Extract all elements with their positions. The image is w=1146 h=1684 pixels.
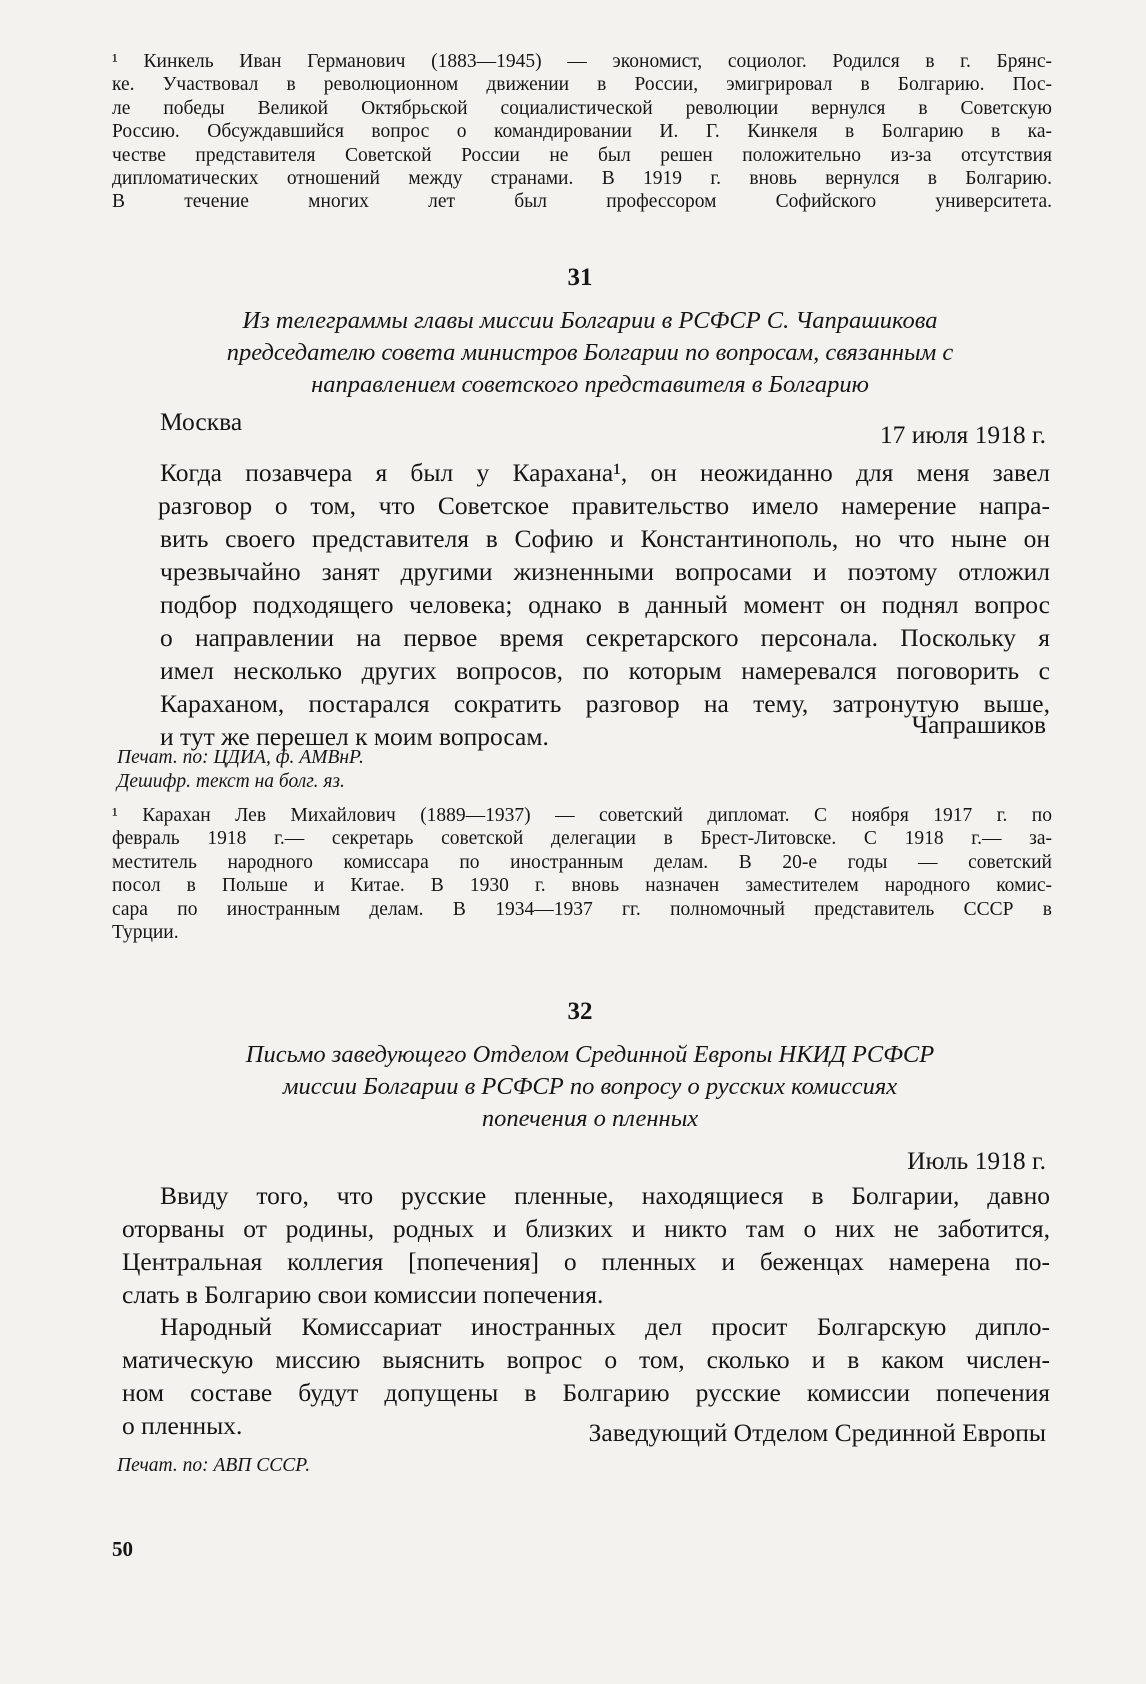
document-31-body	[160, 456, 1050, 753]
title-line: председателю совета министров Болгарии по вопросам, связанным с	[226, 339, 954, 366]
body-line: Караханом, постарался сократить разговор на тему, затронутую выше,	[160, 689, 1050, 718]
title-line: попечения о пленных	[481, 1105, 699, 1132]
footnote-line: дипломатических отношений между странами. В 1919 г. вновь вернулся в Болгарию.	[112, 168, 1052, 190]
footnote-line: В течение многих лет был профессором Софийского университета.	[112, 191, 1052, 213]
body-line: Центральная коллегия [попечения] о пленных и беженцах намерена по-	[122, 1247, 1050, 1276]
footnote-line: меститель народного комиссара по иностранным делам. В 20-е годы — советский	[112, 851, 1052, 873]
document-32-signature: Заведующий Отделом Срединной Европы	[588, 1418, 1046, 1447]
footnote-line: сара по иностранным делам. В 1934—1937 гг. полномочный представитель СССР в	[112, 898, 1052, 920]
footnote-line: февраль 1918 г.— секретарь советской делегации в Брест-Литовске. С 1918 г.— за-	[112, 828, 1052, 850]
footnote-line: посол в Польше и Китае. В 1930 г. вновь назначен заместителем народного комис-	[112, 875, 1052, 897]
document-32-source: Печат. по: АВП СССР.	[117, 1455, 311, 1476]
body-line: о направлении на первое время секретарского персонала. Поскольку я	[160, 623, 1050, 652]
body-line: о пленных.	[122, 1411, 243, 1440]
source-line: Дешифр. текст на болг. яз.	[117, 771, 345, 792]
document-number-32: 32	[567, 998, 593, 1025]
source-line: Печат. по: ЦДИА, ф. АМВнР.	[117, 747, 364, 768]
title-line: направлением советского представителя в Болгарию	[311, 371, 869, 398]
document-32-paragraph-1	[122, 1179, 1050, 1311]
title-line: Письмо заведующего Отделом Срединной Европы НКИД РСФСР	[245, 1041, 935, 1068]
footnote-line: честве представителя Советской России не был решен положительно из-за отсутствия	[112, 144, 1052, 166]
body-line: слать в Болгарию свои комиссии попечения.	[122, 1280, 604, 1309]
body-line: разговор о том, что Советское правительство имело намерение напра-	[158, 491, 1050, 520]
footnote-line: ке. Участвовал в революционном движении в России, эмигрировал в Болгарию. Пос-	[112, 74, 1052, 96]
body-line: имел несколько других вопросов, по которым намеревался поговорить с	[160, 656, 1050, 685]
body-line: и тут же перешел к моим вопросам.	[160, 722, 549, 751]
title-line: Из телеграммы главы миссии Болгарии в РСФСР С. Чапрашикова	[242, 307, 938, 334]
document-32-date: Июль 1918 г.	[907, 1146, 1046, 1175]
body-line: Когда позавчера я был у Карахана¹, он неожиданно для меня завел	[160, 458, 1050, 487]
page-number: 50	[112, 1537, 133, 1561]
body-line: оторваны от родины, родных и близких и никто там о них не заботится,	[122, 1214, 1050, 1243]
body-line: ном составе будут допущены в Болгарию русские комиссии попечения	[122, 1378, 1050, 1407]
document-31-date: 17 июля 1918 г.	[879, 420, 1046, 449]
document-31-source	[117, 746, 364, 794]
footnote-line: Турции.	[112, 922, 179, 944]
footnote-line: ле победы Великой Октябрьской социалистической революции вернулся в Советскую	[112, 97, 1052, 119]
footnote-line: ¹ Кинкель Иван Германович (1883—1945) — экономист, социолог. Родился в г. Брянс-	[112, 51, 1052, 72]
title-line: миссии Болгарии в РСФСР по вопросу о русских комиссиях	[282, 1073, 898, 1100]
top-footnote	[112, 50, 1052, 214]
document-number-31: 31	[567, 264, 593, 291]
document-32-title	[150, 1039, 1030, 1135]
footnote-line: Россию. Обсуждавшийся вопрос о командировании И. Г. Кинкеля в Болгарию в ка-	[112, 121, 1052, 143]
body-line: матическую миссию выяснить вопрос о том, сколько и в каком числен-	[122, 1345, 1050, 1374]
document-31-footnote	[112, 804, 1052, 944]
body-line: подбор подходящего человека; однако в данный момент он поднял вопрос	[160, 590, 1050, 619]
body-line: Ввиду того, что русские пленные, находящиеся в Болгарии, давно	[160, 1181, 1050, 1210]
body-line: вить своего представителя в Софию и Константинополь, но что ныне он	[160, 524, 1050, 553]
document-31-signature: Чапрашиков	[911, 710, 1046, 739]
body-line: чрезвычайно занят другими жизненными вопросами и поэтому отложил	[160, 557, 1050, 586]
footnote-line: ¹ Карахан Лев Михайлович (1889—1937) — советский дипломат. С ноября 1917 г. по	[112, 805, 1052, 826]
document-31-place: Москва	[160, 407, 243, 436]
body-line: Народный Комиссариат иностранных дел просит Болгарскую дипло-	[160, 1312, 1050, 1341]
document-31-title	[150, 305, 1030, 401]
